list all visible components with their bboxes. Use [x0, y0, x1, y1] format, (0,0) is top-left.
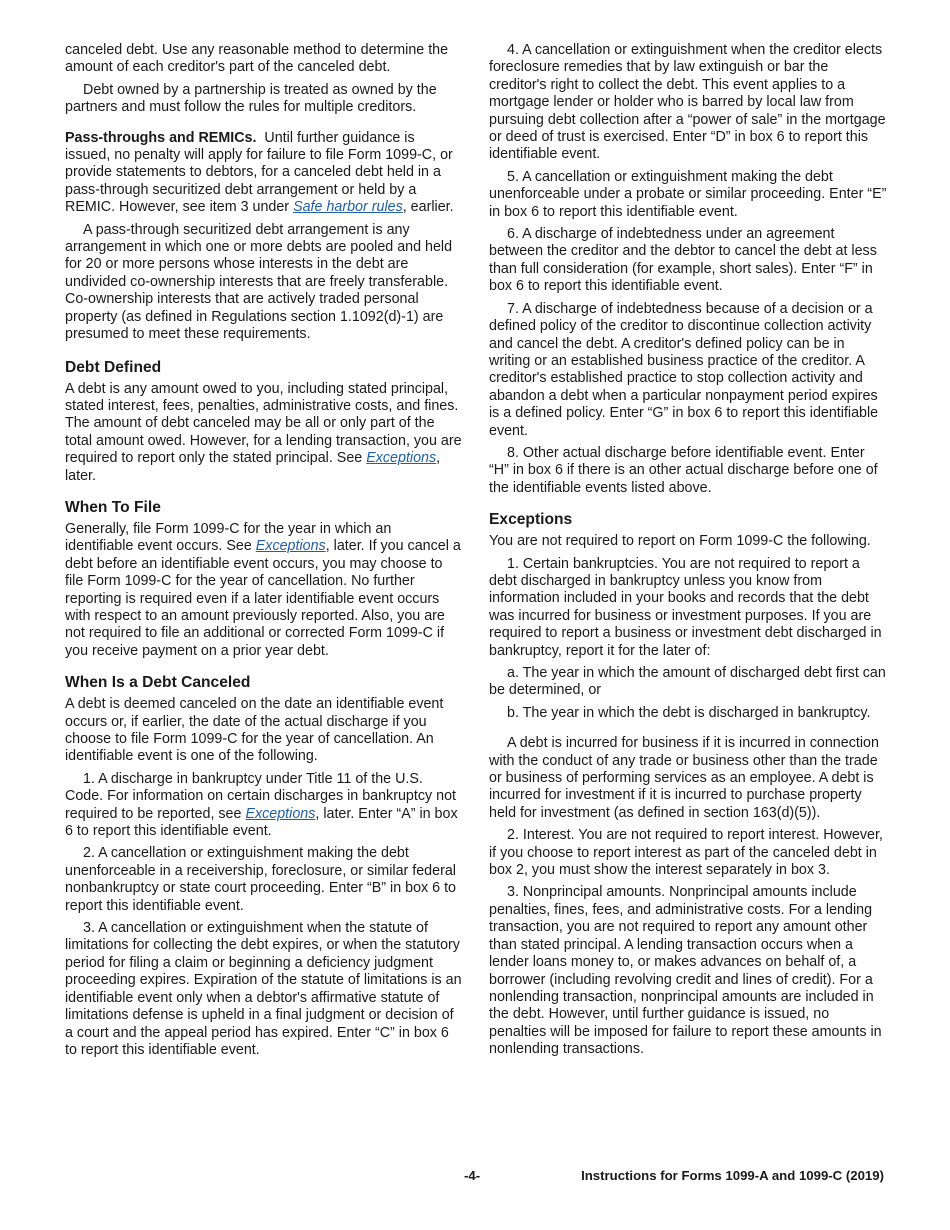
paragraph-debt-incurred: A debt is incurred for business if it is incurred in connection with the conduct of any trade or business other than the trade or business of performing services as an employee. A debt is incurred for investment if it is incurred to purchase property held for investment (as defined in section 163(d)(5)).	[489, 735, 879, 821]
page-footer	[0, 1168, 950, 1188]
pass-throughs-tail: , earlier.	[402, 199, 454, 216]
right-column	[489, 42, 887, 1064]
list-item-event-7: 7. A discharge of indebtedness because of a decision or a defined policy of the creditor to discontinue collection activity and cancel the debt. A creditor's defined policy can be in writing or an established business practice of the creditor. A creditor's established practice to stop collection activity and abandon a debt when a particular nonpayment period expires is a defined policy. Enter “G” in box 6 to report this identifiable event.	[489, 300, 879, 439]
list-item-exception-1: 1. Certain bankruptcies. You are not required to report a debt discharged in bankruptcy unless you know from information included in your books and records that the debt was incurred for business or investment purposes. If you are required to report a business or investment debt discharged in bankruptcy, report it for the later of:	[489, 555, 882, 659]
paragraph-exceptions-intro: You are not required to report on Form 1099-C the following.	[489, 533, 871, 550]
paragraph-debt-defined	[65, 381, 463, 485]
list-item-exception-1a: a. The year in which the amount of discharged debt first can be determined, or	[489, 665, 886, 699]
list-item-event-5: 5. A cancellation or extinguishment making the debt unenforceable under a probate or similar proceeding. Enter “E” in box 6 to report this identifiable event.	[489, 168, 887, 220]
list-item-event-3: 3. A cancellation or extinguishment when the statute of limitations for collecting the debt expires, or when the statutory period for filing a claim or beginning a deficiency judgment proceeding expires. Expiration of the statute of limitations is an identifiable event only when a debtor's affirmative statute of limitations defense is upheld in a final judgment or decision of a court and the appeal period has expired. Enter “C” in box 6 to report this identifiable event.	[65, 920, 462, 1058]
heading-exceptions: Exceptions	[489, 511, 573, 529]
heading-debt-defined: Debt Defined	[65, 358, 162, 376]
pass-throughs-text: Until further guidance is issued, no penalty will apply for failure to file Form 1099-C, or provide statements to debtors, for a canceled debt held in a pass-through securitized debt arrangement or held by a REMIC. However, see item 3 under	[65, 129, 453, 216]
list-item-event-4: 4. A cancellation or extinguishment when the creditor elects foreclosure remedies that by law extinguish or bar the creditor's right to collect the debt. This event applies to a mortgage lender or holder who is barred by local law from pursuing debt collection after a “power of sale” in the mortgage or deed of trust is exercised. Enter “D” in box 6 to report this identifiable event.	[489, 42, 886, 163]
paragraph-pass-throughs	[65, 130, 463, 217]
list-item-exception-1b: b. The year in which the debt is discharged in bankruptcy.	[507, 704, 871, 721]
link-exceptions-when[interactable]: Exceptions	[255, 538, 326, 555]
list-item-event-2: 2. A cancellation or extinguishment making the debt unenforceable in a receivership, foreclosure, or similar federal nonbankruptcy or state court proceeding. Enter “B” in box 6 to report this identifiable event.	[65, 845, 457, 914]
debt-defined-text: A debt is any amount owed to you, including stated principal, stated interest, fees, penalties, administrative costs, and fines. The amount of debt canceled may be all or only part of the total amount owed. However, for a lending transaction, you are required to report only the stated principal. See	[65, 380, 462, 467]
run-in-heading-pass-throughs: Pass-throughs and REMICs.	[65, 129, 257, 146]
when-to-file-text: Generally, file Form 1099-C for the year in which an identifiable event occurs. See	[65, 520, 392, 555]
debt-defined-tail: , later.	[65, 450, 441, 484]
heading-when-debt-canceled: When Is a Debt Canceled	[65, 674, 251, 692]
paragraph-when-to-file	[65, 521, 463, 660]
link-exceptions-debt[interactable]: Exceptions	[366, 450, 437, 467]
list-item-event-6: 6. A discharge of indebtedness under an agreement between the creditor and the debtor to cancel the debt at less than full consideration (for example, short sales). Enter “F” in box 6 to report this identifiable event.	[489, 226, 877, 295]
paragraph-creditor-part: canceled debt. Use any reasonable method to determine the amount of each creditor's part of the canceled debt.	[65, 42, 449, 76]
page-number: -4-	[464, 1168, 481, 1183]
link-exceptions-item1[interactable]: Exceptions	[245, 805, 316, 822]
heading-when-to-file: When To File	[65, 498, 161, 516]
list-item-event-8: 8. Other actual discharge before identifiable event. Enter “H” in box 6 if there is an other actual discharge before one of the identifiable events listed above.	[489, 444, 878, 496]
event-1-text: 1. A discharge in bankruptcy under Title 11 of the U.S. Code. For information on certain discharges in bankruptcy not required to be reported, see	[65, 770, 456, 822]
paragraph-securitized-arrangement: A pass-through securitized debt arrangement is any arrangement in which one or more debts are pooled and held for 20 or more persons whose interests in the debt are undivided co-ownership interests that are freely transferable. Co-ownership interests that are actively traded personal property (as defined in Regulations section 1.1092(d)-1) are presumed to meet these requirements.	[65, 221, 453, 343]
event-1-tail: , later. Enter “A” in box 6 to report this identifiable event.	[65, 805, 458, 840]
link-safe-harbor-rules[interactable]: Safe harbor rules	[293, 199, 403, 216]
list-item-exception-3: 3. Nonprincipal amounts. Nonprincipal amounts include penalties, fines, fees, and administrative costs. For a lending transaction, you are not required to report any amount other than stated principal. A lending transaction occurs when a lender loans money to, or makes advances on behalf of, a borrower (including revolving credit and lines of credit). For a nonlending transaction, nonprincipal amounts are included in the debt. However, until further guidance is issued, no penalties will be imposed for failure to report these amounts in nonlending transactions.	[489, 884, 882, 1058]
list-item-exception-2: 2. Interest. You are not required to report interest. However, if you choose to report interest as part of the canceled debt in box 2, you must show the interest separately in box 3.	[489, 827, 883, 879]
paragraph-debt-canceled: A debt is deemed canceled on the date an identifiable event occurs or, if earlier, the date of the actual discharge if you choose to file Form 1099-C for the year of cancellation. An identifiable event is one of the following.	[65, 696, 444, 765]
list-item-event-1	[65, 771, 463, 841]
paragraph-partnership: Debt owned by a partnership is treated as owned by the partners and must follow the rules for multiple creditors.	[65, 81, 437, 116]
when-to-file-tail: , later. If you cancel a debt before an identifiable event occurs, you may choose to file Form 1099-C for the year of cancellation. No further reporting is required even if a later identifiable event occurs with respect to an amount previously reported. Also, you are not required to file an additional or corrected Form 1099-C if you receive payment on a prior year debt.	[65, 538, 461, 659]
footer-title: Instructions for Forms 1099-A and 1099-C (2019)	[581, 1168, 884, 1183]
left-column	[65, 42, 463, 1064]
